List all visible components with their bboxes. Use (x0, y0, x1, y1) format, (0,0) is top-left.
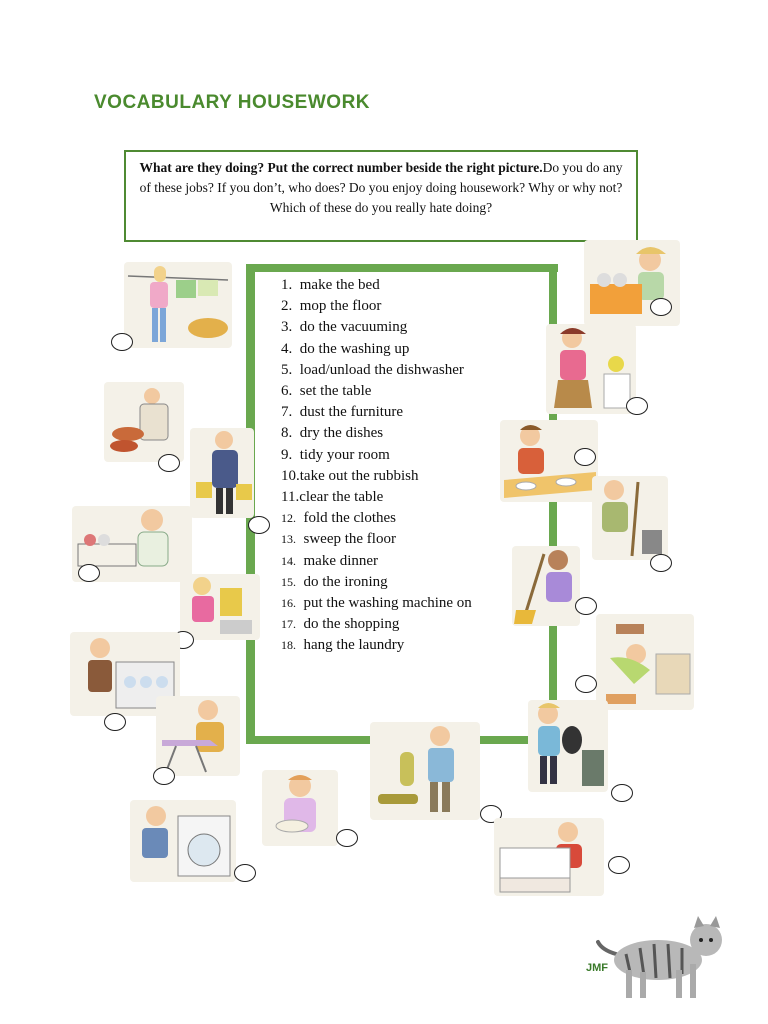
list-item: 9. tidy your room (281, 446, 390, 463)
list-item: 11.clear the table (281, 489, 384, 506)
list-item: 13. sweep the floor (281, 531, 396, 548)
answer-circle[interactable] (104, 713, 126, 731)
list-item: 3. do the vacuuming (281, 319, 408, 336)
making-dinner-illustration (104, 382, 184, 462)
list-item: 1. make the bed (281, 277, 380, 293)
answer-circle[interactable] (611, 784, 633, 802)
list-item: 5. load/unload the dishwasher (281, 361, 464, 378)
list-item: 18. hang the laundry (281, 637, 405, 654)
hanging-laundry-illustration (124, 262, 232, 348)
answer-circle[interactable] (575, 675, 597, 693)
list-item: 8. dry the dishes (281, 425, 384, 442)
list-item: 12. fold the clothes (281, 510, 396, 527)
answer-circle[interactable] (111, 333, 133, 351)
ironing-illustration (156, 696, 240, 776)
answer-circle[interactable] (626, 397, 648, 415)
instructions-bold: What are they doing? Put the correct number beside the right picture. (139, 160, 543, 175)
answer-circle[interactable] (336, 829, 358, 847)
vocabulary-list (281, 275, 507, 657)
vacuuming-illustration (370, 722, 480, 820)
page-title: VOCABULARY HOUSEWORK (94, 92, 371, 113)
list-item: 15. do the ironing (281, 573, 388, 590)
answer-circle[interactable] (78, 564, 100, 582)
list-item: 6. set the table (281, 383, 372, 400)
list-item: 2. mop the floor (281, 298, 382, 315)
list-item: 7. dust the furniture (281, 404, 404, 421)
tidying-room-illustration (596, 614, 694, 710)
instructions-text: Do you do any of these jobs? If you don’t, who does? Do you enjoy doing housework? Why or why not? Which of these do you really hate doing? (139, 160, 623, 215)
drying-dishes-illustration (262, 770, 338, 846)
list-item: 17. do the shopping (281, 616, 400, 633)
making-bed-illustration (494, 818, 604, 896)
answer-circle[interactable] (153, 767, 175, 785)
list-item: 16. put the washing machine on (281, 595, 472, 612)
answer-circle[interactable] (650, 298, 672, 316)
list-item: 4. do the washing up (281, 340, 410, 357)
answer-circle[interactable] (575, 597, 597, 615)
signature: JMF (586, 962, 608, 974)
answer-circle[interactable] (608, 856, 630, 874)
answer-circle[interactable] (574, 448, 596, 466)
answer-circle[interactable] (650, 554, 672, 572)
washing-machine-illustration (130, 800, 236, 882)
folding-clothes-illustration (180, 574, 260, 640)
dusting-illustration (546, 324, 636, 414)
list-item: 10.take out the rubbish (281, 467, 419, 484)
answer-circle[interactable] (158, 454, 180, 472)
list-frame-top (246, 264, 558, 272)
taking-out-rubbish-illustration (528, 700, 608, 792)
instructions-box (124, 150, 638, 242)
mopping-illustration (592, 476, 668, 560)
list-item: 14. make dinner (281, 552, 379, 569)
shopping-illustration (190, 428, 254, 518)
cat-illustration (596, 914, 736, 1004)
answer-circle[interactable] (248, 516, 270, 534)
sweeping-illustration (512, 546, 580, 626)
answer-circle[interactable] (234, 864, 256, 882)
